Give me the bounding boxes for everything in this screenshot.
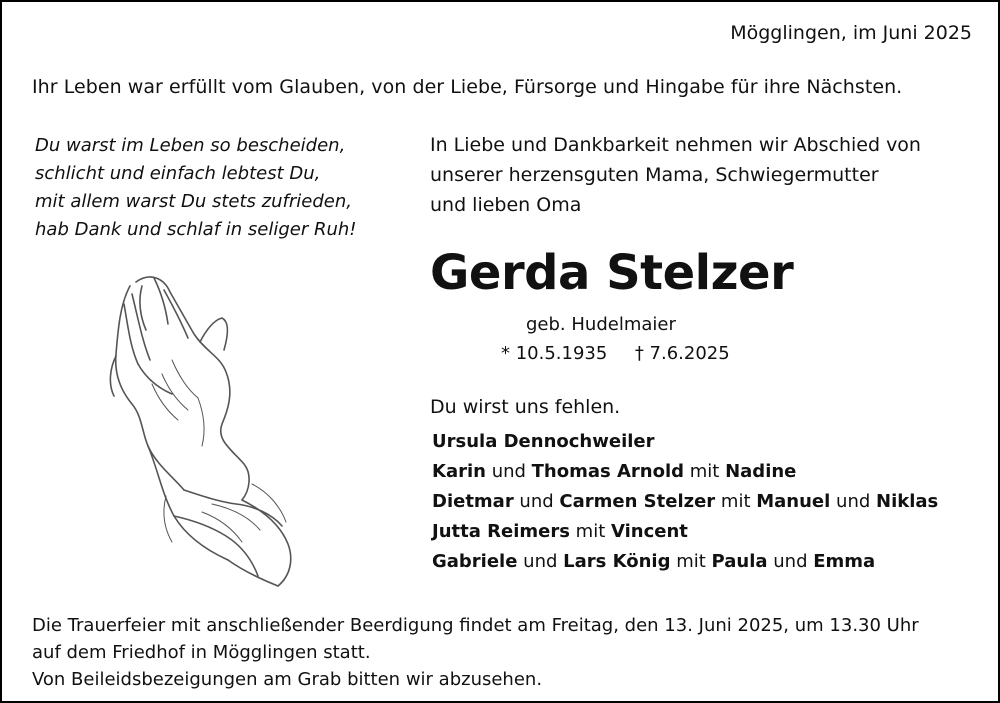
- family-name: Niklas: [876, 491, 939, 512]
- death-date: † 7.6.2025: [634, 343, 730, 364]
- intro-sentence: Ihr Leben war erfüllt vom Glauben, von der Liebe, Fürsorge und Hingabe für ihre Nächsten.: [32, 76, 903, 98]
- connector: mit: [684, 461, 726, 482]
- family-name: Carmen Stelzer: [559, 491, 716, 512]
- family-name: Nadine: [725, 461, 797, 482]
- family-name: Thomas Arnold: [531, 461, 685, 482]
- life-dates: [501, 343, 730, 364]
- farewell-line: und lieben Oma: [430, 194, 582, 216]
- connector: und: [513, 491, 560, 512]
- funeral-line: Von Beileidsbezeigungen am Grab bitten wir abzusehen.: [32, 669, 543, 690]
- poem-line: hab Dank und schlaf in seliger Ruh!: [35, 219, 357, 240]
- family-name: Lars König: [563, 551, 671, 572]
- birth-date: * 10.5.1935: [501, 343, 608, 364]
- family-name: Emma: [813, 551, 876, 572]
- place-date: Mögglingen, im Juni 2025: [730, 22, 972, 44]
- funeral-info: [32, 612, 919, 693]
- deceased-name: Gerda Stelzer: [430, 245, 794, 301]
- connector: mit: [670, 551, 712, 572]
- poem-line: Du warst im Leben so bescheiden,: [35, 135, 346, 156]
- praying-hands-icon: [102, 264, 342, 594]
- connector: mit: [569, 521, 611, 542]
- farewell-text: [430, 130, 921, 220]
- connector: und: [767, 551, 814, 572]
- family-line: [432, 487, 938, 517]
- poem: [35, 132, 357, 244]
- family-name: Vincent: [610, 521, 688, 542]
- family-name: Ursula Dennochweiler: [432, 431, 655, 452]
- family-line: [432, 427, 938, 457]
- family-name: Gabriele: [432, 551, 518, 572]
- family-line: [432, 547, 938, 577]
- family-name: Dietmar: [432, 491, 514, 512]
- poem-line: mit allem warst Du stets zufrieden,: [35, 191, 352, 212]
- family-line: [432, 517, 938, 547]
- family-name: Karin: [432, 461, 486, 482]
- connector: und: [830, 491, 876, 512]
- family-list: [432, 427, 938, 577]
- poem-line: schlicht und einfach lebtest Du,: [35, 163, 321, 184]
- family-name: Manuel: [756, 491, 831, 512]
- farewell-line: In Liebe und Dankbarkeit nehmen wir Abschied von: [430, 134, 921, 156]
- connector: mit: [715, 491, 757, 512]
- funeral-line: auf dem Friedhof in Mögglingen statt.: [32, 642, 371, 663]
- funeral-line: Die Trauerfeier mit anschließender Beerdigung findet am Freitag, den 13. Juni 2025, um 13.30 Uhr: [32, 615, 919, 636]
- family-line: [432, 457, 938, 487]
- birth-name: geb. Hudelmaier: [526, 314, 676, 335]
- connector: und: [517, 551, 564, 572]
- connector: und: [485, 461, 532, 482]
- miss-line: Du wirst uns fehlen.: [430, 396, 621, 418]
- family-name: Jutta Reimers: [432, 521, 570, 542]
- family-name: Paula: [711, 551, 768, 572]
- farewell-line: unserer herzensguten Mama, Schwiegermutter: [430, 164, 879, 186]
